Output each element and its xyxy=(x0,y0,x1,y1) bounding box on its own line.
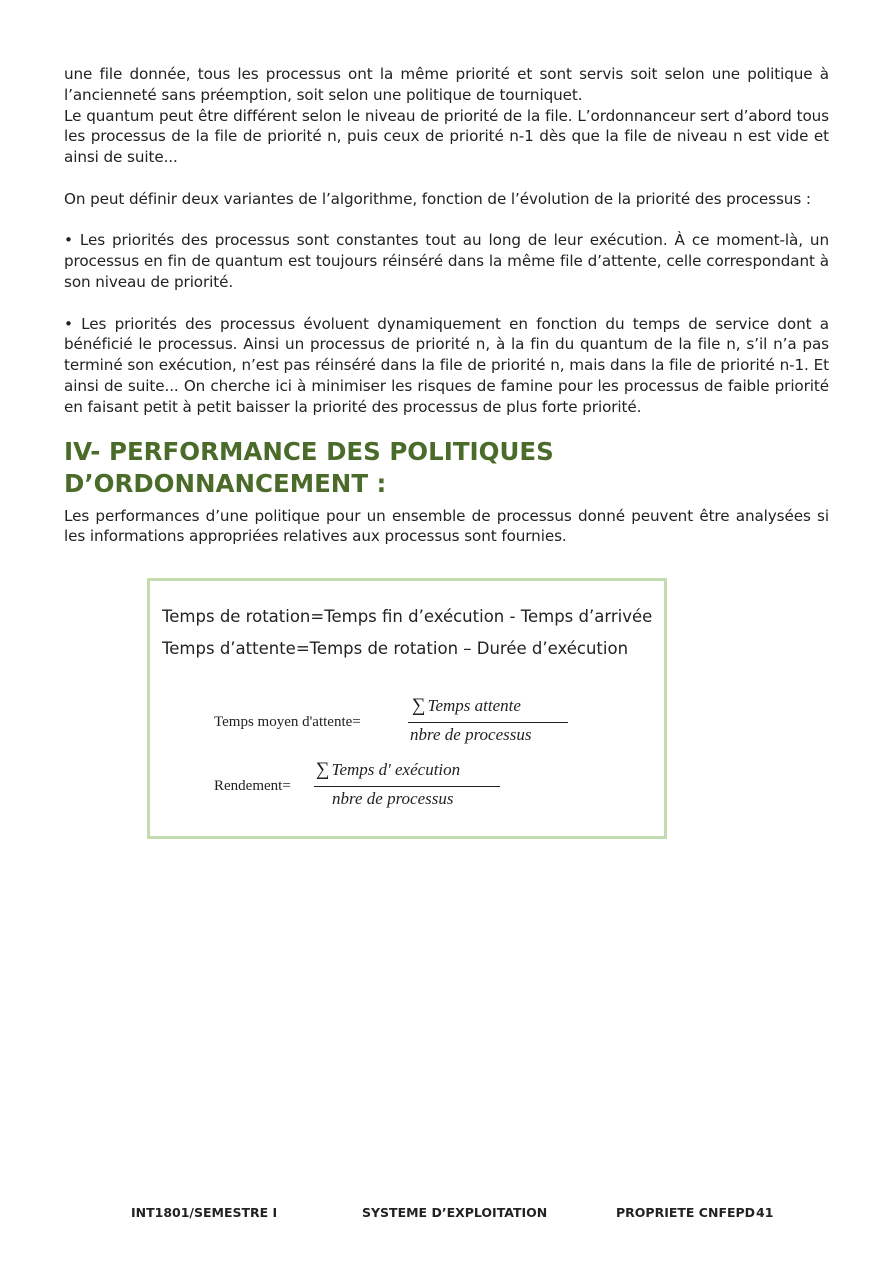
sigma-symbol: ∑ xyxy=(412,695,426,716)
fraction-bar xyxy=(314,786,500,787)
footer-subject: SYSTEME D’EXPLOITATION xyxy=(362,1205,548,1220)
page-body xyxy=(64,64,829,547)
formula-denominator: nbre de processus xyxy=(410,725,532,744)
section-intro: Les performances d’une politique pour un ensemble de processus donné peuvent être analysées si les informations appropriées relatives aux processus sont fournies. xyxy=(64,506,829,546)
formula-label: Rendement= xyxy=(214,778,291,794)
formula-box xyxy=(147,578,667,839)
paragraph-1: une file donnée, tous les processus ont la même priorité et sont servis soit selon une politique à l’ancienneté sans préemption, soit selon une politique de tourniquet. xyxy=(64,65,829,104)
numerator-text: Temps attente xyxy=(427,696,521,715)
formula-numerator xyxy=(316,759,460,781)
footer-owner: PROPRIETE CNFEPD xyxy=(616,1205,756,1220)
formula-denominator: nbre de processus xyxy=(332,789,454,808)
footer-page-number: 41 xyxy=(756,1205,774,1220)
formula-numerator xyxy=(412,695,521,717)
paragraph-3: On peut définir deux variantes de l’algorithme, fonction de l’évolution de la priorité des processus : xyxy=(64,189,811,208)
fraction-bar xyxy=(408,722,568,723)
numerator-text: Temps d' exécution xyxy=(331,760,461,779)
formula-waiting-time: Temps d’attente=Temps de rotation – Durée d’exécution xyxy=(162,639,629,658)
bullet-paragraph-2: • Les priorités des processus évoluent dynamiquement en fonction du temps de service dont a bénéficié le processus. Ainsi un processus de priorité n, à la fin du quantum de la file n, s’il n’a pas terminé son exécution, n’est pas réinséré dans la file de priorité n, mais dans la file de priorité n-1. Et ainsi de suite... On cherche ici à minimiser les risques de famine pour les processus de faible priorité en faisant petit à petit baisser la priorité des processus de plus forte priorité. xyxy=(64,314,829,416)
section-heading: IV- PERFORMANCE DES POLITIQUES D’ORDONNANCEMENT : xyxy=(64,436,554,498)
bullet-paragraph-1: • Les priorités des processus sont constantes tout au long de leur exécution. À ce moment-là, un processus en fin de quantum est toujours réinséré dans la même file d’attente, celle correspondant à son niveau de priorité. xyxy=(64,231,829,291)
paragraph-2: Le quantum peut être différent selon le niveau de priorité de la file. L’ordonnanceur sert d’abord tous les processus de la file de priorité n, puis ceux de priorité n-1 dès que la file de niveau n est vide et ainsi de suite... xyxy=(64,106,829,167)
sigma-symbol: ∑ xyxy=(316,759,330,780)
formula-label: Temps moyen d'attente= xyxy=(214,714,361,730)
footer-course: INT1801/SEMESTRE I xyxy=(131,1205,278,1220)
formula-rotation-time: Temps de rotation=Temps fin d’exécution - Temps d’arrivée xyxy=(162,607,653,626)
